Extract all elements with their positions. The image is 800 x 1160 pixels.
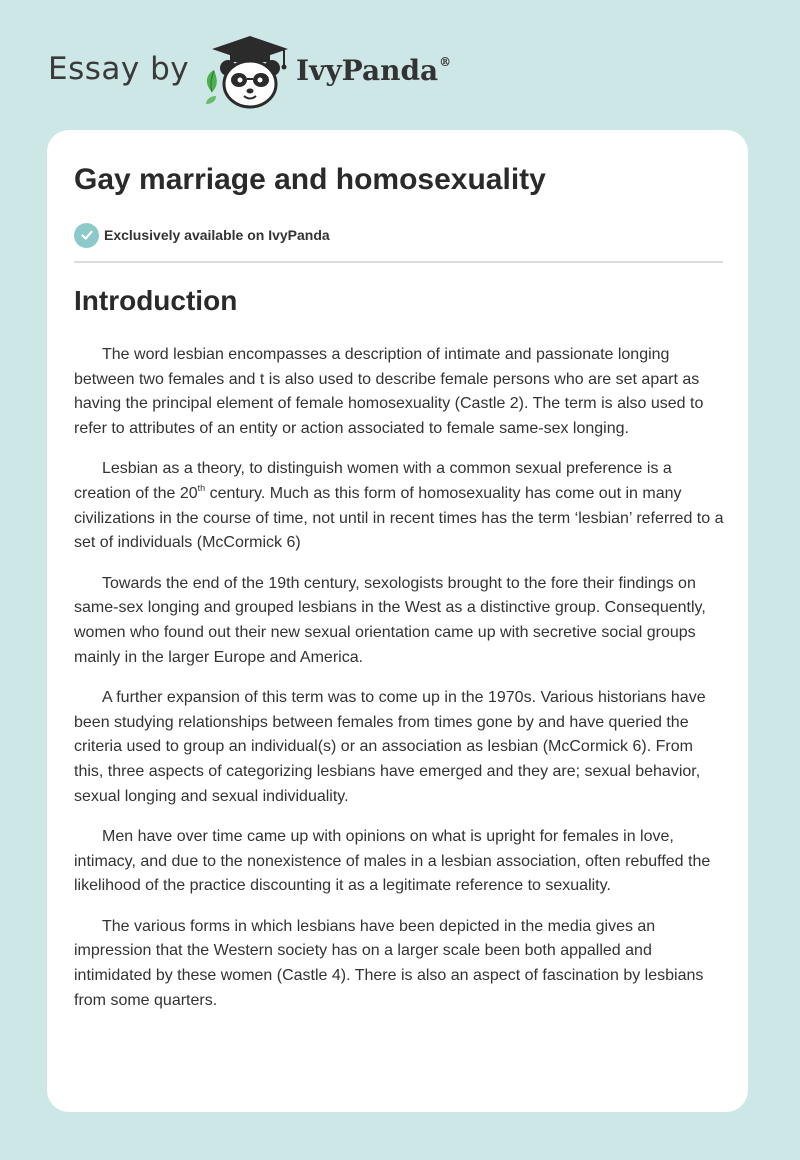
paragraph: A further expansion of this term was to come up in the 1970s. Various historians have been studying relationships between females from times gone by and have queried the criteria used to group an individual(s) or an association as lesbian (McCormick 6). From this, three aspects of categorizing lesbians have emerged and they are; sexual behavior, sexual longing and sexual individuality. bbox=[74, 689, 706, 805]
essay-card bbox=[47, 130, 748, 1112]
paragraph: The word lesbian encompasses a description of intimate and passionate longing between two females and t is also used to describe female persons who are set apart as having the principal element of female homosexuality (Castle 2). The term is also used to refer to attributes of an entity or action associated to female same-sex longing. bbox=[74, 346, 704, 437]
page-title: Gay marriage and homosexuality bbox=[74, 163, 546, 196]
section-heading: Introduction bbox=[74, 285, 238, 316]
badge-label: Exclusively available on IvyPanda bbox=[104, 227, 330, 243]
brand-prefix: Essay by bbox=[48, 51, 190, 87]
panda-graduate-icon bbox=[200, 34, 296, 110]
paragraph: Lesbian as a theory, to distinguish women with a common sexual preference is a creation of the 20th century. Much as this form of homosexuality has come out in many civilizations in the course of time, not until in recent times has the term ‘lesbian’ referred to a set of individuals (McCormick 6) bbox=[74, 460, 724, 552]
divider bbox=[74, 261, 723, 263]
registered-mark: ® bbox=[439, 55, 452, 69]
paragraph: The various forms in which lesbians have been depicted in the media gives an impression that the Western society has on a larger scale been both appalled and intimidated by these women (Castle 4). There is also an aspect of fascination by lesbians from some quarters. bbox=[74, 917, 704, 1009]
brand-name: IvyPanda® bbox=[296, 54, 452, 87]
essay-body bbox=[74, 343, 726, 1029]
site-header bbox=[48, 34, 508, 114]
check-circle-icon bbox=[74, 223, 99, 248]
ordinal-suffix: th bbox=[197, 482, 206, 493]
paragraph: Towards the end of the 19th century, sexologists brought to the fore their findings on same-sex longing and grouped lesbians in the West as a distinctive group. Consequently, women who found out their new sexual orientation came up with secretive social groups mainly in the larger Europe and America. bbox=[74, 574, 706, 666]
exclusive-badge bbox=[74, 222, 330, 248]
paragraph: Men have over time came up with opinions on what is upright for females in love, intimacy, and due to the nonexistence of males in a lesbian association, often rebuffed the likelihood of the practice discounting it as a legitimate reference to sexuality. bbox=[74, 828, 711, 895]
